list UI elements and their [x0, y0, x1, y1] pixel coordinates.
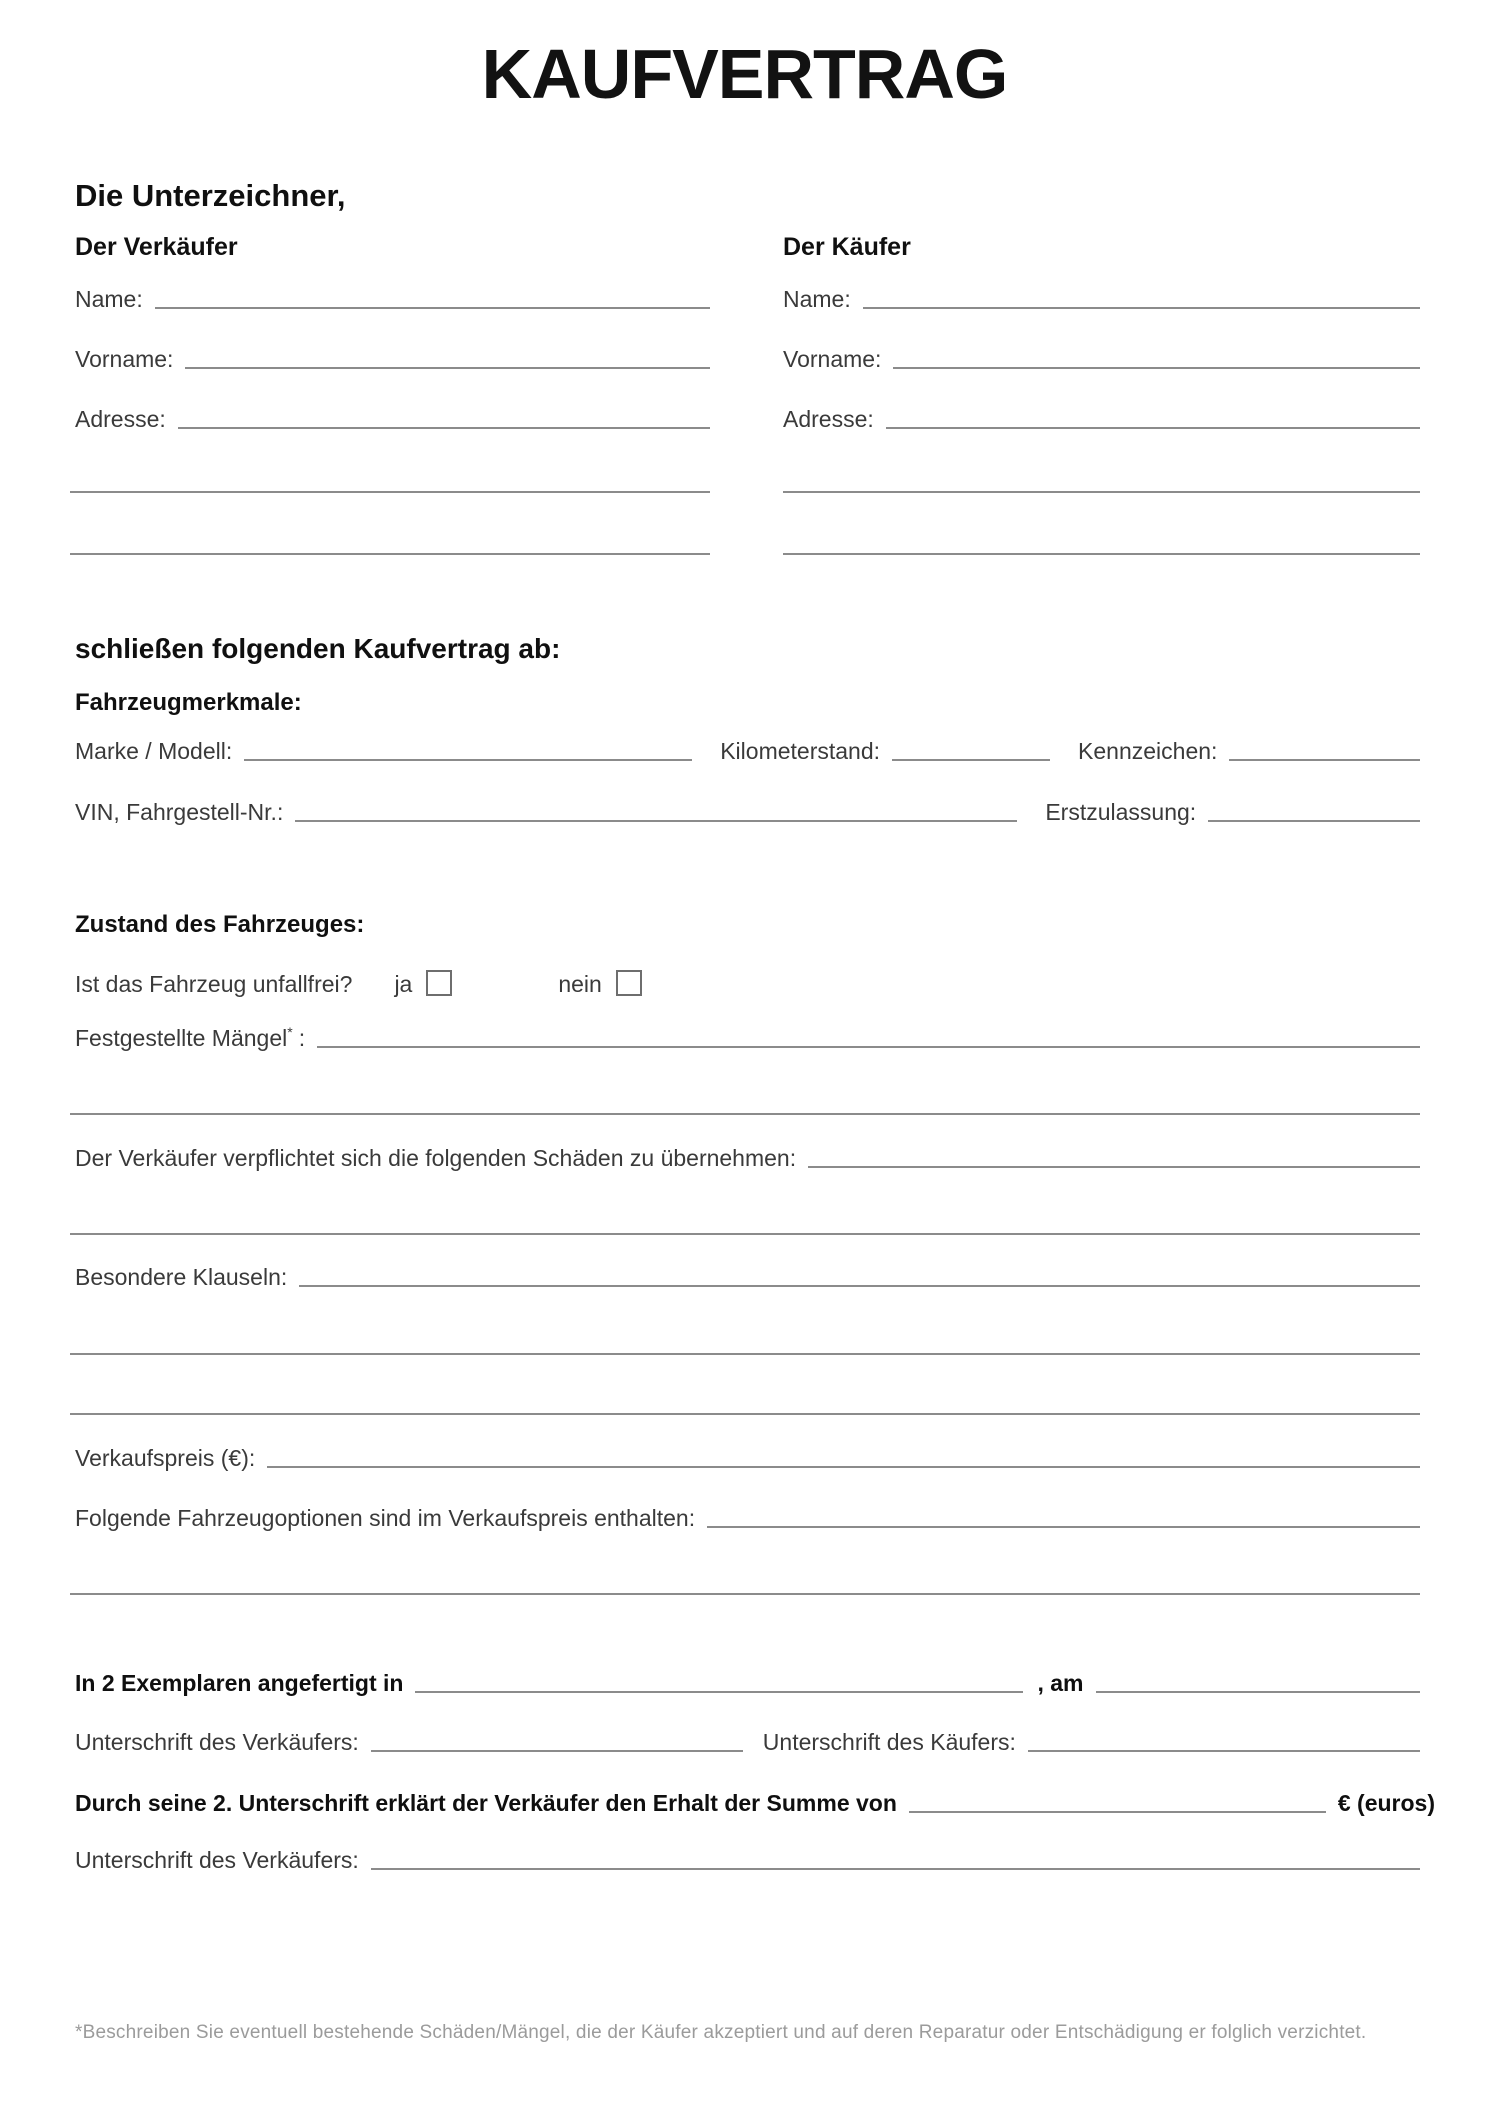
date-input-line[interactable]	[1096, 1691, 1421, 1693]
price-input-line[interactable]	[267, 1466, 1420, 1468]
options-label: Folgende Fahrzeugoptionen sind im Verkaufspreis enthalten:	[75, 1505, 696, 1531]
buyer-adresse-input-line[interactable]	[886, 427, 1420, 429]
vehicle-heading: Fahrzeugmerkmale:	[75, 689, 302, 716]
buyer-vorname-input-line[interactable]	[893, 367, 1420, 369]
seller-vorname-input-line[interactable]	[185, 367, 710, 369]
seller-name-label: Name:	[75, 286, 143, 312]
price-row	[75, 1445, 1420, 1471]
buyer-adresse-extra-line-1[interactable]	[783, 491, 1420, 493]
seller-adresse-extra-line-1[interactable]	[70, 491, 710, 493]
defects-input-line[interactable]	[317, 1046, 1420, 1048]
kilometerstand-label: Kilometerstand:	[720, 738, 881, 764]
clauses-row	[75, 1264, 1420, 1290]
signatures-row	[75, 1729, 1420, 1755]
clauses-input-line[interactable]	[299, 1285, 1420, 1287]
yes-label: ja	[394, 970, 413, 997]
condition-heading: Zustand des Fahrzeuges:	[75, 911, 365, 938]
damages-row	[75, 1145, 1420, 1171]
defects-row	[75, 1025, 1420, 1051]
seller-vorname-row	[75, 346, 710, 372]
second-seller-signature-row	[75, 1847, 1420, 1873]
damages-extra-line[interactable]	[70, 1233, 1420, 1235]
seller-vorname-label: Vorname:	[75, 346, 174, 372]
buyer-adresse-extra-line-2[interactable]	[783, 553, 1420, 555]
clauses-extra-line-2[interactable]	[70, 1413, 1420, 1415]
buyer-vorname-label: Vorname:	[783, 346, 882, 372]
sum-input-line[interactable]	[909, 1811, 1326, 1813]
buyer-signature-label: Unterschrift des Käufers:	[762, 1729, 1016, 1755]
seller-adresse-row	[75, 406, 710, 432]
vehicle-row-2	[75, 799, 1420, 825]
erstzulassung-input-line[interactable]	[1208, 820, 1420, 822]
vehicle-row-1	[75, 738, 1420, 764]
seller-adresse-extra-line-2[interactable]	[70, 553, 710, 555]
buyer-name-label: Name:	[783, 286, 851, 312]
second-seller-signature-label: Unterschrift des Verkäufers:	[75, 1847, 359, 1873]
defects-extra-line[interactable]	[70, 1113, 1420, 1115]
marke-modell-input-line[interactable]	[244, 759, 692, 761]
no-checkbox[interactable]	[616, 970, 642, 996]
buyer-vorname-row	[783, 346, 1420, 372]
defects-asterisk: *	[287, 1024, 293, 1040]
seller-name-input-line[interactable]	[155, 307, 710, 309]
yes-checkbox[interactable]	[426, 970, 452, 996]
buyer-adresse-label: Adresse:	[783, 406, 874, 432]
copies-row	[75, 1670, 1420, 1696]
vin-input-line[interactable]	[295, 820, 1017, 822]
erstzulassung-label: Erstzulassung:	[1045, 799, 1197, 825]
marke-modell-label: Marke / Modell:	[75, 738, 233, 764]
clauses-label: Besondere Klauseln:	[75, 1264, 288, 1290]
vin-label: VIN, Fahrgestell-Nr.:	[75, 799, 284, 825]
copies-label: In 2 Exemplaren angefertigt in	[75, 1670, 404, 1696]
kennzeichen-input-line[interactable]	[1229, 759, 1420, 761]
accident-question-row	[75, 970, 1420, 997]
seller-signature-line[interactable]	[371, 1750, 743, 1752]
defects-label: Festgestellte Mängel* :	[75, 1024, 306, 1051]
date-label: , am	[1037, 1670, 1084, 1696]
contract-heading: schließen folgenden Kaufvertrag ab:	[75, 633, 561, 664]
damages-label: Der Verkäufer verpflichtet sich die folgenden Schäden zu übernehmen:	[75, 1145, 797, 1171]
seller-adresse-input-line[interactable]	[178, 427, 710, 429]
buyer-name-input-line[interactable]	[863, 307, 1420, 309]
seller-adresse-label: Adresse:	[75, 406, 166, 432]
currency-label: € (euros)	[1337, 1790, 1435, 1816]
options-input-line[interactable]	[707, 1526, 1420, 1528]
footnote: *Beschreiben Sie eventuell bestehende Schäden/Mängel, die der Käufer akzeptiert und auf deren Reparatur oder Entschädigung er folglich verzichtet.	[75, 2022, 1367, 2043]
buyer-name-row	[783, 286, 1420, 312]
receipt-row	[75, 1790, 1435, 1816]
page-title: KAUFVERTRAG	[481, 35, 1008, 113]
intro-heading: Die Unterzeichner,	[75, 178, 346, 213]
options-extra-line[interactable]	[70, 1593, 1420, 1595]
buyer-adresse-row	[783, 406, 1420, 432]
seller-name-row	[75, 286, 710, 312]
seller-signature-label: Unterschrift des Verkäufers:	[75, 1729, 359, 1755]
buyer-signature-line[interactable]	[1028, 1750, 1420, 1752]
clauses-extra-line-1[interactable]	[70, 1353, 1420, 1355]
place-input-line[interactable]	[415, 1691, 1023, 1693]
options-row	[75, 1505, 1420, 1531]
buyer-heading: Der Käufer	[783, 233, 911, 261]
accident-question-label: Ist das Fahrzeug unfallfrei?	[75, 970, 353, 997]
price-label: Verkaufspreis (€):	[75, 1445, 256, 1471]
no-label: nein	[558, 970, 602, 997]
kilometerstand-input-line[interactable]	[892, 759, 1050, 761]
seller-heading: Der Verkäufer	[75, 233, 238, 261]
receipt-label: Durch seine 2. Unterschrift erklärt der Verkäufer den Erhalt der Summe von	[75, 1790, 897, 1816]
damages-input-line[interactable]	[808, 1166, 1420, 1168]
kennzeichen-label: Kennzeichen:	[1078, 738, 1218, 764]
second-seller-signature-line[interactable]	[371, 1868, 1420, 1870]
